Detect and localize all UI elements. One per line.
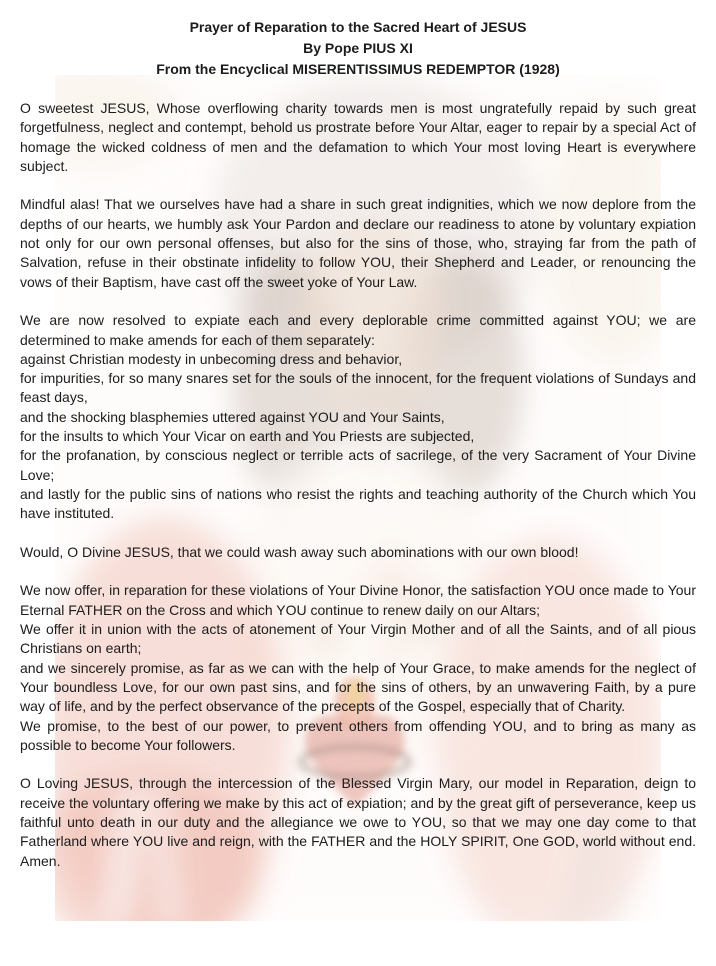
prayer-line: and the shocking blasphemies uttered against YOU and Your Saints, — [20, 408, 445, 425]
prayer-paragraph — [20, 311, 696, 523]
document-byline: By Pope PIUS XI — [303, 40, 413, 56]
prayer-line: Mindful alas! That we ourselves have had a share in such great indignities, which we now deplore from the depths of our hearts, we humbly ask Your Pardon and declare our readiness to atone by voluntary expiation not only for our own personal offenses, but also for the sins of those, who, straying far from the path of Salvation, refuse in their obstinate infidelity to follow YOU, their Shepherd and Leader, or renouncing the vows of their Baptism, have cast off the sweet yoke of Your Law. — [20, 196, 696, 290]
prayer-paragraph — [20, 195, 696, 291]
prayer-line: against Christian modesty in unbecoming dress and behavior, — [20, 350, 403, 367]
prayer-line: We offer it in union with the acts of atonement of Your Virgin Mother and of all the Saints, and of all pious Christians on earth; — [20, 621, 696, 657]
prayer-line: We are now resolved to expiate each and every deplorable crime committed against YOU; we are determined to make amends for each of them separately: — [20, 312, 696, 348]
prayer-line: We now offer, in reparation for these violations of Your Divine Honor, the satisfaction YOU once made to Your Eternal FATHER on the Cross and which YOU continue to renew daily on our Altars; — [20, 582, 696, 618]
prayer-line: O sweetest JESUS, Whose overflowing charity towards men is most ungratefully repaid by such great forgetfulness, neglect and contempt, behold us prostrate before Your Altar, eager to repair by a special Act of homage the wicked coldness of men and the defamation to which Your most loving Heart is everywhere subject. — [20, 100, 696, 174]
prayer-line: O Loving JESUS, through the intercession of the Blessed Virgin Mary, our model in Reparation, deign to receive the voluntary offering we make by this act of expiation; and by the great gift of perseverance, keep us faithful unto death in our duty and the allegiance we owe to YOU, so that we may one day come to that Fatherland where YOU live and reign, with the FATHER and the HOLY SPIRIT, One GOD, world without end. Amen. — [20, 775, 696, 869]
document-source: From the Encyclical MISERENTISSIMUS REDEMPTOR (1928) — [156, 61, 560, 77]
prayer-paragraph — [20, 99, 696, 176]
title-block — [20, 17, 696, 80]
prayer-line: and we sincerely promise, as far as we can with the help of Your Grace, to make amends for the neglect of Your boundless Love, for our own past sins, and for the sins of others, by an unwavering Faith, by a pure way of life, and by the perfect observance of the precepts of the Gospel, especially that of Charity. — [20, 659, 696, 715]
prayer-line: for impurities, for so many snares set for the souls of the innocent, for the frequent violations of Sundays and feast days, — [20, 370, 696, 406]
prayer-paragraph — [20, 581, 696, 755]
prayer-paragraph — [20, 774, 696, 870]
prayer-line: for the insults to which Your Vicar on earth and You Priests are subjected, — [20, 428, 475, 445]
prayer-paragraph — [20, 543, 696, 562]
prayer-line: for the profanation, by conscious neglect or terrible acts of sacrilege, of the very Sacrament of Your Divine Love; — [20, 447, 696, 483]
prayer-line: Would, O Divine JESUS, that we could wash away such abominations with our own blood! — [20, 543, 579, 560]
document-title: Prayer of Reparation to the Sacred Heart of JESUS — [189, 19, 527, 35]
prayer-line: and lastly for the public sins of nations who resist the rights and teaching authority of the Church which You have instituted. — [20, 485, 696, 522]
prayer-line: We promise, to the best of our power, to prevent others from offending YOU, and to bring as many as possible to become Your followers. — [20, 717, 696, 753]
